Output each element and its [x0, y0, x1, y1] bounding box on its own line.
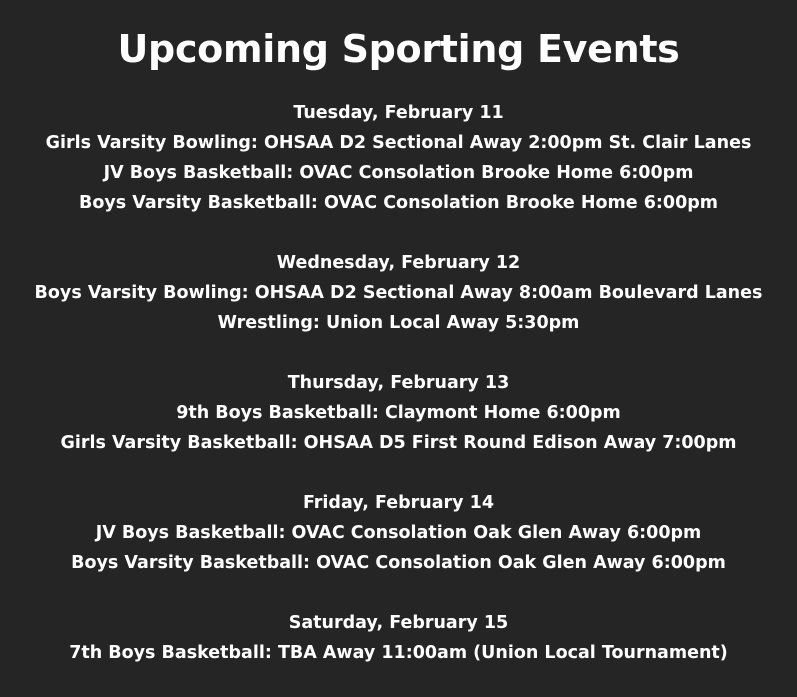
day-heading: Friday, February 14 [302, 493, 495, 513]
day-section-wednesday [0, 248, 797, 338]
event-item: JV Boys Basketball: OVAC Consolation Oak Glen Away 6:00pm [95, 523, 702, 543]
day-section-tuesday [0, 98, 797, 218]
day-heading: Saturday, February 15 [288, 613, 509, 633]
event-item: Girls Varsity Basketball: OHSAA D5 First Round Edison Away 7:00pm [60, 433, 737, 453]
event-item: 9th Boys Basketball: Claymont Home 6:00pm [176, 403, 621, 423]
event-item: JV Boys Basketball: OVAC Consolation Brooke Home 6:00pm [103, 163, 694, 183]
day-section-friday [0, 488, 797, 578]
day-heading: Tuesday, February 11 [293, 103, 504, 123]
event-item: Boys Varsity Basketball: OVAC Consolation Brooke Home 6:00pm [78, 193, 719, 213]
day-heading: Wednesday, February 12 [276, 253, 521, 273]
event-item: Boys Varsity Bowling: OHSAA D2 Sectional Away 8:00am Boulevard Lanes [34, 283, 763, 303]
day-heading: Thursday, February 13 [287, 373, 510, 393]
event-schedule [0, 98, 797, 668]
event-item: 7th Boys Basketball: TBA Away 11:00am (Union Local Tournament) [69, 643, 728, 663]
event-item: Boys Varsity Basketball: OVAC Consolation Oak Glen Away 6:00pm [71, 553, 726, 573]
event-item: Wrestling: Union Local Away 5:30pm [217, 313, 580, 333]
day-section-saturday [0, 608, 797, 668]
page-title: Upcoming Sporting Events [117, 27, 680, 71]
event-item: Girls Varsity Bowling: OHSAA D2 Sectional Away 2:00pm St. Clair Lanes [45, 133, 752, 153]
day-section-thursday [0, 368, 797, 458]
